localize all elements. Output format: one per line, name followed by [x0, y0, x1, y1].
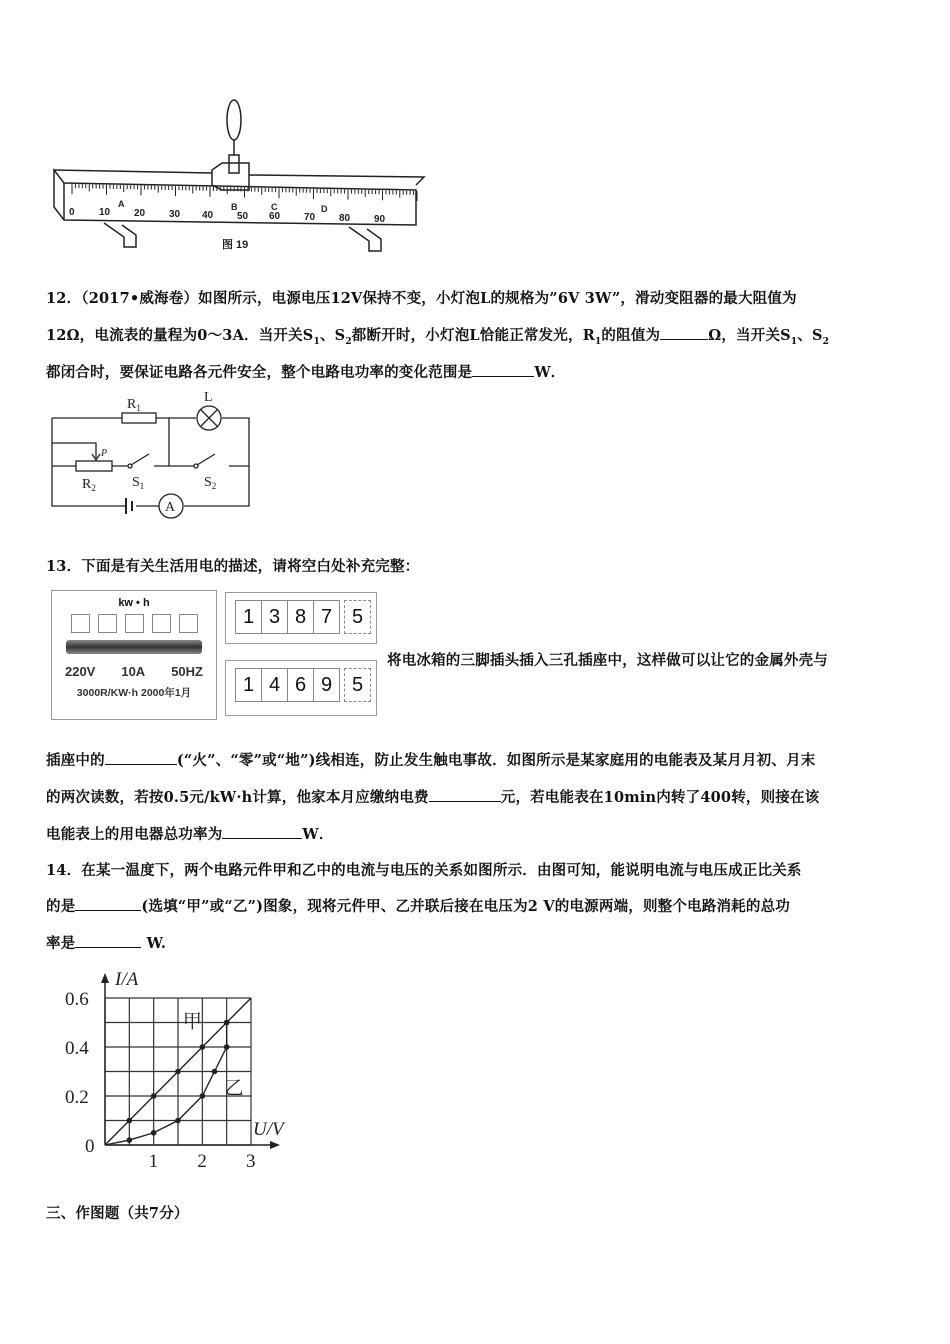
meter-digit: 5 [344, 668, 371, 702]
meter-digit: 5 [344, 600, 371, 634]
point-label-c: C [271, 202, 278, 212]
tick-label: 10 [99, 207, 111, 218]
answer-blank-total-power[interactable] [222, 824, 302, 839]
x-axis-label: U/V [253, 1119, 284, 1140]
q13-line-2: 插座中的 (“火”、“零”或“地”)线相连，防止发生触电事故．如图所示是某家庭用的电能表及某月月初、月末 [46, 752, 816, 769]
meter-digit: 6 [288, 668, 314, 702]
figure-caption: 图 19 [222, 239, 249, 251]
meter-digit: 1 [235, 600, 262, 634]
data-point [224, 1044, 230, 1050]
slider-label: P [101, 448, 108, 459]
iv-chart [50, 965, 310, 1175]
s2-label: $S_2$ [204, 475, 217, 491]
meter-digit: 9 [314, 668, 340, 702]
answer-blank-circuit-power[interactable] [75, 933, 141, 948]
q12-line-1: 12．（2017•威海卷）如图所示，电源电压12V保持不变，小灯泡L的规格为”6V 3W”，滑动变阻器的最大阻值为 [46, 290, 797, 307]
point-label-b: B [231, 202, 238, 212]
meter-digit: 3 [262, 600, 288, 634]
point-label-d: D [321, 204, 328, 214]
r2-label: $R_2$ [82, 477, 96, 493]
ruler-figure [44, 95, 434, 260]
y-tick-label: 0.4 [65, 1038, 89, 1059]
lamp-label: L [204, 390, 213, 405]
data-point [127, 1137, 133, 1143]
q14-line-2: 的是 (选填“甲”或“乙”)图象，现将元件甲、乙并联后接在电压为2 V的电源两端，则整个电路消耗的总功 [46, 898, 790, 915]
series-label-yi: 乙 [224, 1078, 244, 1099]
q12-line-3: 都闭合时，要保证电路各元件安全，整个电路电功率的变化范围是 W． [46, 364, 566, 381]
data-point [151, 1130, 157, 1136]
q14-line-3: 率是 W. [46, 935, 167, 952]
data-point [212, 1069, 218, 1075]
meter-digit: 4 [262, 668, 288, 702]
series-label-jia: 甲 [182, 1011, 202, 1033]
tick-label: 0 [69, 207, 75, 218]
answer-blank-proportional[interactable] [75, 896, 141, 911]
meter-reading-end [225, 660, 377, 716]
data-point [175, 1069, 181, 1075]
ammeter-label: A [165, 500, 176, 515]
q14-line-1: 14．在某一温度下，两个电路元件甲和乙中的电流与电压的关系如图所示．由图可知，能说明电流与电压成正比关系 [46, 862, 802, 879]
data-point [200, 1093, 206, 1099]
q13-side-text: 将电冰箱的三脚插头插入三孔插座中，这样做可以让它的金属外壳与 [387, 652, 828, 669]
meter-digit: 8 [288, 600, 314, 634]
y-tick-label: 0.6 [65, 989, 89, 1010]
data-point [224, 1020, 230, 1026]
y-axis-arrow [101, 973, 109, 983]
meter-digit: 7 [314, 600, 340, 634]
y-tick-label: 0.2 [65, 1087, 89, 1108]
data-point [175, 1118, 181, 1124]
tick-label: 80 [339, 213, 351, 224]
tick-label: 70 [304, 212, 316, 223]
q13-line-4: 电能表上的用电器总功率为 W． [46, 826, 334, 843]
x-axis-arrow [270, 1141, 280, 1149]
meter-rating: 3000R/KW·h 2000年1月 [76, 687, 192, 699]
answer-blank-r1[interactable] [660, 325, 708, 340]
x-tick-label: 1 [148, 1151, 159, 1172]
meter-current: 10A [121, 664, 146, 679]
q12-line-2: 12Ω，电流表的量程为0～3A．当开关$S_1$、$S_2$都断开时，小灯泡L恰能正常发光，$R_1$的阻值为 Ω，当开关$S_1$、$S_2$ [46, 327, 830, 347]
x-tick-label: 2 [197, 1151, 207, 1172]
tick-label: 60 [269, 211, 281, 222]
section-title: 三、作图题（共7分） [46, 1205, 189, 1222]
tick-label: 40 [202, 210, 214, 221]
answer-blank-fee[interactable] [429, 787, 501, 802]
answer-blank-power-range[interactable] [472, 362, 534, 377]
meter-disc [66, 640, 202, 654]
meter-reading-start [225, 592, 377, 644]
meter-voltage: 220V [64, 664, 96, 679]
meter-digit: 1 [235, 668, 262, 702]
tick-label: 90 [374, 214, 386, 225]
y-axis-label: I/A [115, 969, 139, 990]
data-point [200, 1044, 206, 1050]
tick-label: 20 [134, 208, 146, 219]
tick-label: 50 [237, 211, 249, 222]
data-point [151, 1093, 157, 1099]
tick-label: 30 [169, 209, 181, 220]
q13-line-3: 的两次读数，若按0.5元/kW·h计算，他家本月应缴纳电费 元，若电能表在10min内转了400转，则接在该 [46, 789, 820, 806]
energy-meter [51, 590, 217, 720]
q13-intro: 13．下面是有关生活用电的描述，请将空白处补充完整： [46, 558, 420, 575]
meter-unit: kw • h [118, 597, 150, 609]
r1-label: $R_1$ [127, 397, 141, 413]
origin-label: 0 [85, 1136, 95, 1157]
circuit-diagram [44, 388, 254, 523]
x-tick-label: 3 [246, 1151, 256, 1172]
data-point [127, 1118, 133, 1124]
s1-label: $S_1$ [132, 475, 145, 491]
answer-blank-wire[interactable] [105, 750, 177, 765]
meter-frequency: 50HZ [171, 664, 203, 679]
point-label-a: A [118, 199, 125, 209]
